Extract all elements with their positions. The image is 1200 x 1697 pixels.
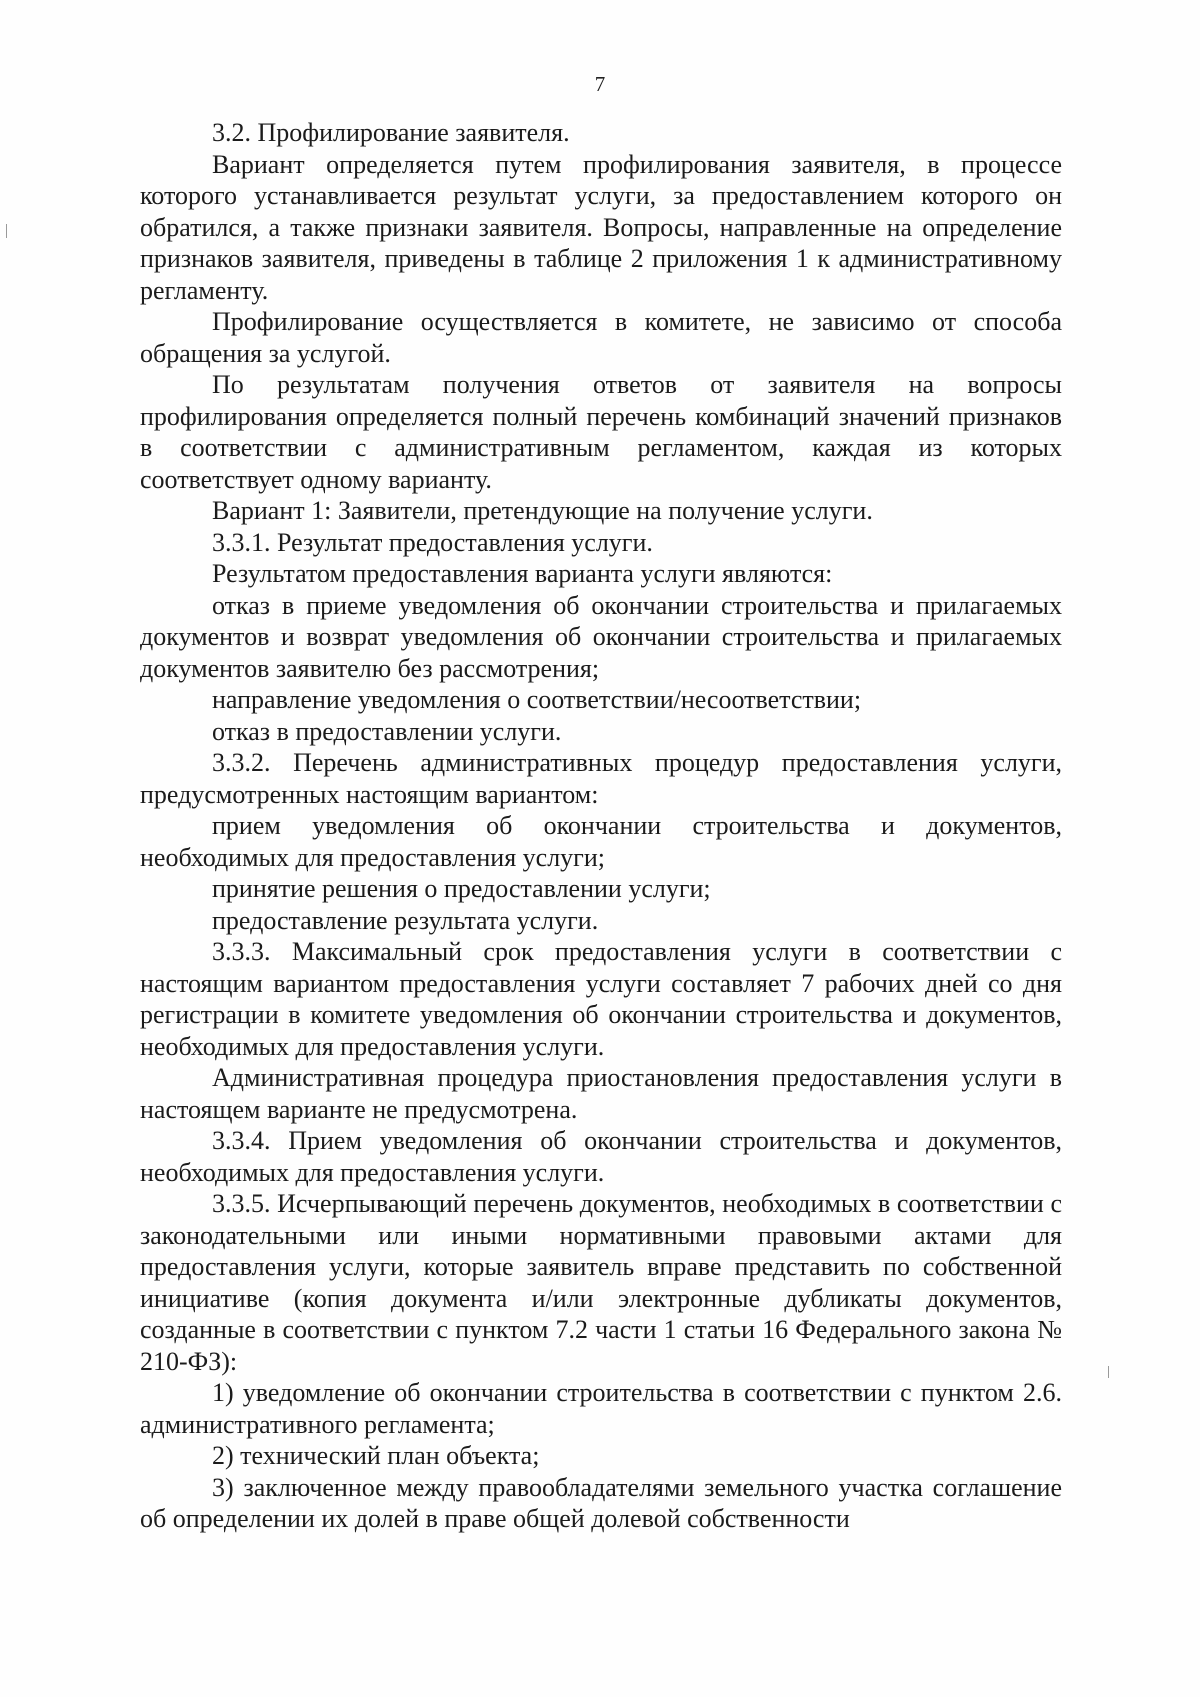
page-number: 7: [594, 72, 606, 96]
list-item: прием уведомления об окончании строительства и документов, необходимых для предоставления услуги;: [140, 811, 1062, 872]
section-heading-3-3-4: 3.3.4. Прием уведомления об окончании строительства и документов, необходимых для предоставления услуги.: [140, 1126, 1062, 1187]
section-paragraph-3-3-3: 3.3.3. Максимальный срок предоставления услуги в соответствии с настоящим вариантом предоставления услуги составляет 7 рабочих дней со дня регистрации в комитете уведомления об окончании строительства и документов, необходимых для предоставления услуги.: [140, 937, 1062, 1061]
list-item: предоставление результата услуги.: [212, 905, 599, 935]
section-heading-3-3-1: 3.3.1. Результат предоставления услуги.: [212, 527, 653, 557]
document-body: [140, 117, 1062, 1535]
paragraph: Результатом предоставления варианта услуги являются:: [212, 559, 833, 588]
paragraph: По результатам получения ответов от заявителя на вопросы профилирования определяется полный перечень комбинаций значений признаков в соответствии с административным регламентом, каждая из которых соответствует одному варианту.: [140, 370, 1062, 494]
scan-artifact-mark: [1108, 1366, 1109, 1378]
list-item: отказ в предоставлении услуги.: [212, 716, 562, 746]
paragraph: Профилирование осуществляется в комитете, не зависимо от способа обращения за услугой.: [140, 307, 1062, 368]
list-item: принятие решения о предоставлении услуги;: [212, 874, 711, 903]
numbered-list-item: 1) уведомление об окончании строительства в соответствии с пунктом 2.6. административного регламента;: [140, 1378, 1062, 1439]
paragraph: Административная процедура приостановления предоставления услуги в настоящем варианте не предусмотрена.: [140, 1063, 1062, 1124]
numbered-list-item: 2) технический план объекта;: [212, 1441, 540, 1470]
list-item: отказ в приеме уведомления об окончании строительства и прилагаемых документов и возврат уведомления об окончании строительства и прилагаемых документов заявителю без рассмотрения;: [140, 590, 1062, 683]
section-paragraph-3-3-5: 3.3.5. Исчерпывающий перечень документов, необходимых в соответствии с законодательными или иными нормативными правовыми актами для предоставления услуги, которые заявитель вправе представить по собственной инициативе (копия документа и/или электронные дубликаты документов, созданные в соответствии с пунктом 7.2 части 1 статьи 16 Федерального закона № 210-ФЗ):: [140, 1189, 1062, 1376]
list-item: направление уведомления о соответствии/несоответствии;: [212, 685, 862, 714]
numbered-list-item: 3) заключенное между правообладателями земельного участка соглашение об определении их долей в праве общей долевой собственности: [140, 1472, 1062, 1533]
scan-artifact-mark: [6, 224, 7, 238]
paragraph: Вариант определяется путем профилирования заявителя, в процессе которого устанавливается результат услуги, за предоставлением которого он обратился, а также признаки заявителя. Вопросы, направленные на определение признаков заявителя, приведены в таблице 2 приложения 1 к административному регламенту.: [140, 149, 1062, 305]
section-heading-3-2: 3.2. Профилирование заявителя.: [212, 118, 570, 147]
variant-heading: Вариант 1: Заявители, претендующие на получение услуги.: [212, 496, 873, 525]
section-heading-3-3-2: 3.3.2. Перечень административных процедур предоставления услуги, предусмотренных настоящим вариантом:: [140, 748, 1062, 809]
